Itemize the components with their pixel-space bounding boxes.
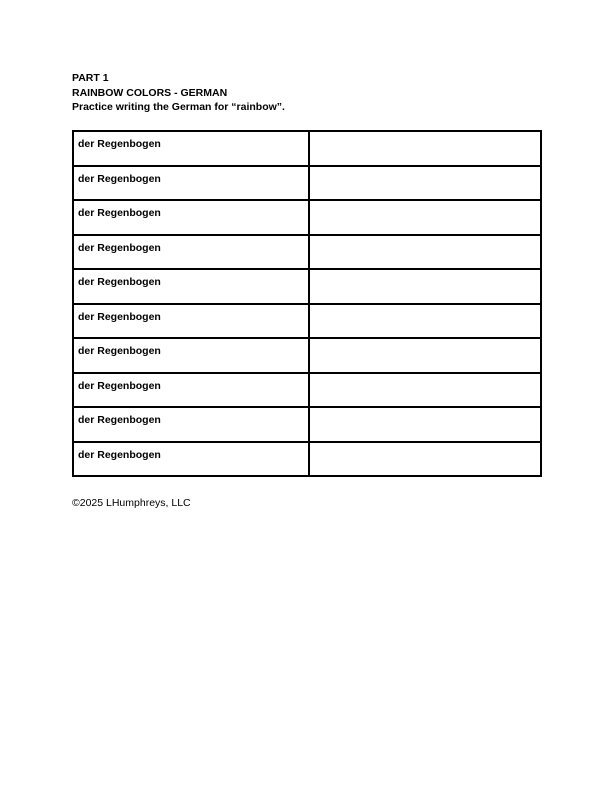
word-cell xyxy=(73,407,309,442)
answer-cell[interactable] xyxy=(309,407,541,442)
table-row xyxy=(73,200,541,235)
word-label: der Regenbogen xyxy=(78,172,161,185)
answer-cell[interactable] xyxy=(309,200,541,235)
word-label: der Regenbogen xyxy=(78,345,161,357)
table-row xyxy=(73,338,541,373)
word-label: der Regenbogen xyxy=(78,207,161,219)
answer-cell[interactable] xyxy=(309,269,541,304)
word-cell xyxy=(73,235,309,270)
worksheet-header xyxy=(72,71,285,115)
word-label: der Regenbogen xyxy=(78,276,161,288)
answer-cell[interactable] xyxy=(309,304,541,339)
table-row xyxy=(73,373,541,408)
word-label: der Regenbogen xyxy=(78,138,161,150)
answer-cell[interactable] xyxy=(309,166,541,201)
word-label: der Regenbogen xyxy=(78,241,161,254)
word-cell xyxy=(73,373,309,408)
word-label: der Regenbogen xyxy=(78,310,161,323)
answer-cell[interactable] xyxy=(309,235,541,270)
word-cell xyxy=(73,200,309,235)
answer-cell[interactable] xyxy=(309,442,541,477)
word-cell xyxy=(73,131,309,166)
table-row xyxy=(73,442,541,477)
table-row xyxy=(73,304,541,339)
word-cell xyxy=(73,442,309,477)
answer-cell[interactable] xyxy=(309,373,541,408)
answer-cell[interactable] xyxy=(309,338,541,373)
answer-cell[interactable] xyxy=(309,131,541,166)
part-label: PART 1 xyxy=(72,72,109,84)
table-row xyxy=(73,269,541,304)
word-label: der Regenbogen xyxy=(78,379,161,392)
worksheet-title: RAINBOW COLORS - GERMAN xyxy=(72,86,228,99)
table-row xyxy=(73,235,541,270)
table-row xyxy=(73,131,541,166)
instruction-text: Practice writing the German for “rainbow”. xyxy=(72,101,285,113)
word-cell xyxy=(73,269,309,304)
copyright-notice: ©2025 LHumphreys, LLC xyxy=(72,497,191,509)
word-label: der Regenbogen xyxy=(78,414,161,426)
word-cell xyxy=(73,304,309,339)
practice-table xyxy=(72,130,542,477)
table-row xyxy=(73,166,541,201)
word-cell xyxy=(73,338,309,373)
word-label: der Regenbogen xyxy=(78,448,161,461)
table-row xyxy=(73,407,541,442)
word-cell xyxy=(73,166,309,201)
